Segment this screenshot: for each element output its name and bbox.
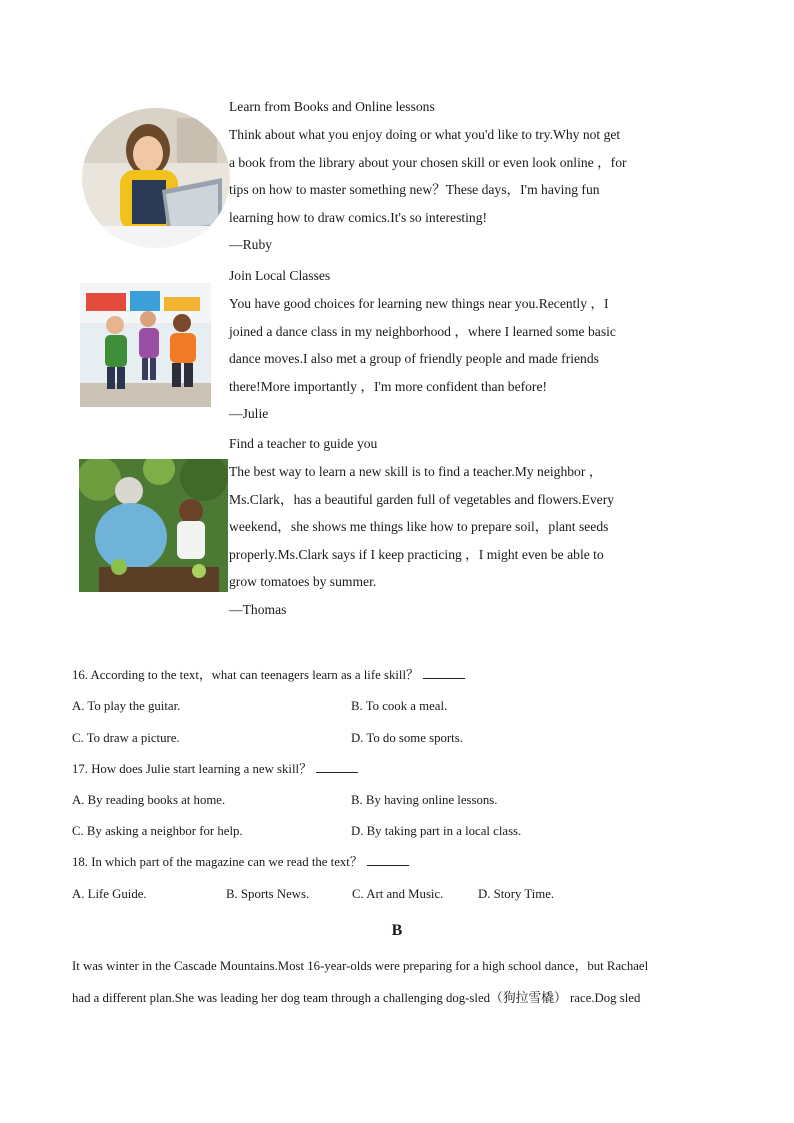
section-find-a-teacher — [229, 430, 699, 623]
part-b-line: It was winter in the Cascade Mountains.Most 16-year-olds were preparing for a high school dance，but Rachael — [72, 959, 649, 973]
girl-with-laptop-photo — [82, 108, 230, 248]
section-join-local-classes — [229, 262, 699, 427]
option-18b[interactable]: B. Sports News. — [226, 887, 310, 901]
signature: —Ruby — [229, 237, 273, 252]
question-stem: 16. According to the text，what can teenagers learn as a life skill？ — [72, 668, 419, 682]
section-heading: Join Local Classes — [229, 268, 331, 283]
option-16d[interactable]: D. To do some sports. — [351, 731, 463, 745]
section-heading: Find a teacher to guide you — [229, 436, 378, 451]
answer-blank[interactable] — [316, 760, 358, 773]
body-line: properly.Ms.Clark says if I keep practicing ，I might even be able to — [229, 546, 604, 562]
answer-blank[interactable] — [423, 666, 465, 679]
body-line: dance moves.I also met a group of friendly people and made friends — [229, 351, 599, 366]
option-16c[interactable]: C. To draw a picture. — [72, 731, 180, 745]
question-18 — [72, 853, 409, 871]
kids-dancing-photo — [80, 283, 211, 407]
body-line: Think about what you enjoy doing or what you'd like to try.Why not get — [229, 127, 621, 142]
question-17 — [72, 760, 358, 778]
option-17d[interactable]: D. By taking part in a local class. — [351, 824, 522, 838]
part-b-heading: B — [391, 922, 403, 939]
body-line: grow tomatoes by summer. — [229, 574, 377, 589]
body-line: weekend，she shows me things like how to prepare soil，plant seeds — [229, 519, 609, 534]
body-line: a book from the library about your chosen skill or even look online ，for — [229, 154, 627, 170]
body-line: Ms.Clark，has a beautiful garden full of vegetables and flowers.Every — [229, 491, 615, 507]
gardening-photo — [79, 459, 228, 592]
option-17a[interactable]: A. By reading books at home. — [72, 793, 226, 807]
section-heading: Learn from Books and Online lessons — [229, 99, 435, 114]
section-learn-from-books — [229, 93, 699, 258]
question-16 — [72, 666, 465, 684]
signature: —Thomas — [229, 601, 287, 617]
part-b-line: had a different plan.She was leading her dog team through a challenging dog-sled（狗拉雪橇） race.Dog sled — [72, 991, 641, 1005]
body-line: You have good choices for learning new things near you.Recently ，I — [229, 296, 609, 311]
signature: —Julie — [229, 406, 269, 421]
question-stem: 17. How does Julie start learning a new skill？ — [72, 762, 312, 776]
option-16b[interactable]: B. To cook a meal. — [351, 699, 448, 713]
answer-blank[interactable] — [367, 853, 409, 866]
body-line: joined a dance class in my neighborhood ，where I learned some basic — [229, 323, 616, 339]
option-18a[interactable]: A. Life Guide. — [72, 887, 147, 901]
body-line: The best way to learn a new skill is to find a teacher.My neighbor ， — [229, 464, 603, 479]
question-stem: 18. In which part of the magazine can we read the text？ — [72, 855, 363, 869]
option-18d[interactable]: D. Story Time. — [478, 887, 555, 901]
option-17b[interactable]: B. By having online lessons. — [351, 793, 498, 807]
body-line: learning how to draw comics.It's so interesting! — [229, 209, 488, 225]
option-16a[interactable]: A. To play the guitar. — [72, 699, 181, 713]
option-18c[interactable]: C. Art and Music. — [352, 887, 444, 901]
option-17c[interactable]: C. By asking a neighbor for help. — [72, 824, 243, 838]
body-line: tips on how to master something new？These days，I'm having fun — [229, 182, 600, 197]
body-line: there!More importantly ，I'm more confident than before! — [229, 378, 548, 394]
